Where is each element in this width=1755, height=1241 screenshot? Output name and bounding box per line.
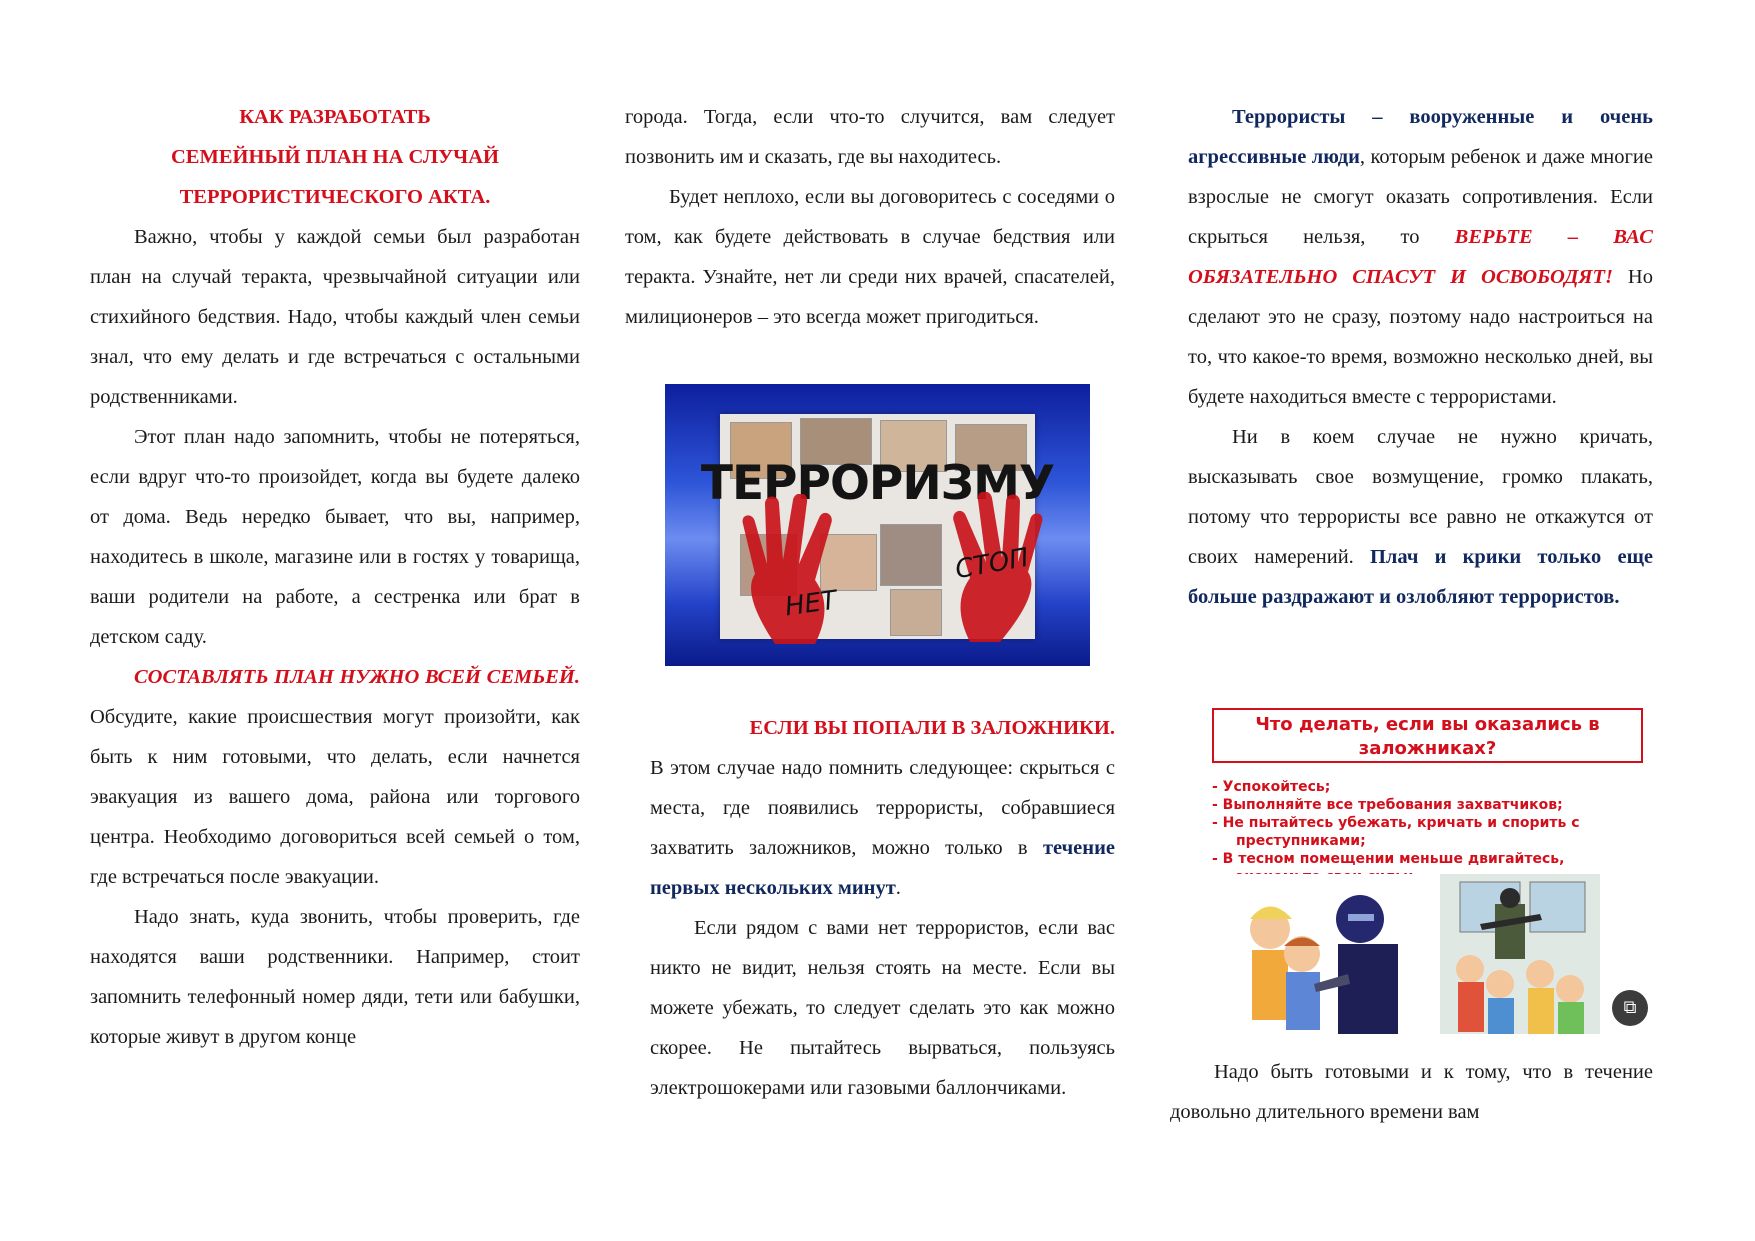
paragraph: города. Тогда, если что-то случится, вам следует позвонить им и сказать, где вы находитесь.	[625, 106, 1115, 168]
paragraph: Этот план надо запомнить, чтобы не потеряться, если вдруг что-то произойдет, когда вы будете далеко от дома. Ведь нередко бывает, что вы, например, находитесь в школе, магазине или в гостях у товарища, ваши родители на работе, а сестренка или брат в детском саду.	[90, 426, 580, 648]
paragraph: Надо знать, куда звонить, чтобы проверить, где находятся ваши родственники. Например, стоит запомнить телефонный номер дяди, тети или бабушки, которые живут в другом конце	[90, 906, 580, 1048]
column-2	[625, 97, 1115, 337]
anti-terrorism-poster	[665, 384, 1090, 666]
hostage-box-title: Что делать, если вы оказались в заложниках?	[1212, 708, 1643, 763]
paragraph-text: Но сделают это не сразу, поэтому надо настроиться на то, что какое-то время, возможно несколько дней, вы будете находиться вместе с террористами.	[1188, 266, 1653, 408]
poster-scrawl: НЕТ	[783, 585, 839, 623]
list-item: - В тесном помещении меньше двигайтесь,	[1212, 851, 1565, 867]
hostage-instructions-image	[1200, 702, 1660, 1042]
emphasis: Плач и крики только еще больше раздражают и озлобляют террористов.	[1188, 546, 1653, 608]
section-title-3: ТЕРРОРИСТИЧЕСКОГО АКТА.	[179, 186, 491, 208]
section-title-1: КАК РАЗРАБОТАТЬ	[239, 106, 431, 128]
list-item: - Не пытайтесь убежать, кричать и спорить с	[1212, 815, 1580, 831]
list-item: преступниками;	[1236, 833, 1366, 849]
paragraph: Надо быть готовыми и к тому, что в течение довольно длительного времени вам	[1170, 1061, 1653, 1123]
hostage-room-illustration	[1440, 874, 1600, 1034]
column-3-lower	[1170, 1052, 1653, 1132]
paragraph-text: Обсудите, какие происшествия могут произойти, как быть к ним готовыми, что делать, если начнется эвакуация из вашего дома, района или торгового центра. Необходимо договориться всей семьей о том, где встречаться после эвакуации.	[90, 706, 580, 888]
paragraph: Будет неплохо, если вы договоритесь с соседями о том, как будете действовать в случае бедствия или теракта. Узнайте, нет ли среди них врачей, спасателей, милиционеров – это всегда может пригодиться.	[625, 186, 1115, 328]
paragraph	[1188, 417, 1653, 617]
list-item: - Успокойтесь;	[1212, 779, 1331, 795]
paragraph	[1188, 97, 1653, 417]
scan-icon[interactable]: ⧉	[1612, 990, 1648, 1026]
poster-scrawl: СТОП	[952, 542, 1032, 586]
column-2-lower	[650, 708, 1115, 1108]
paragraph-text: В этом случае надо помнить следующее: скрыться с места, где появились террористы, собравшиеся захватить заложников, можно только в	[650, 757, 1115, 859]
paragraph: Если рядом с вами нет террористов, если вас никто не видит, нельзя стоять на месте. Если вы можете убежать, то следует сделать это как можно скорее. Не пытайтесь вырваться, пользуясь электрошокерами или газовыми баллончиками.	[650, 917, 1115, 1099]
paragraph-text: , которым ребенок и даже многие взрослые не смогут оказать сопротивления. Если скрыться нельзя, то	[1188, 146, 1653, 248]
paragraph	[650, 748, 1115, 908]
hostage-scene-illustration	[1230, 874, 1415, 1034]
section-title-2: СЕМЕЙНЫЙ ПЛАН НА СЛУЧАЙ	[171, 146, 499, 168]
emphasis: течение первых нескольких минут	[650, 837, 1115, 899]
poster-headline: ТЕРРОРИЗМУ	[700, 456, 1055, 511]
emphasis: Террористы – вооруженные и очень агрессивные люди	[1188, 106, 1653, 168]
paragraph-text: .	[895, 877, 901, 899]
paragraph: Важно, чтобы у каждой семьи был разработан план на случай теракта, чрезвычайной ситуации или стихийного бедствия. Надо, чтобы каждый член семьи знал, что ему делать и где встречаться с остальными родственниками.	[90, 226, 580, 408]
red-handprint-icon	[735, 494, 855, 644]
emphasis: СОСТАВЛЯТЬ ПЛАН НУЖНО ВСЕЙ СЕМЬЕЙ.	[134, 666, 580, 688]
emphasis: ВЕРЬТЕ – ВАС ОБЯЗАТЕЛЬНО СПАСУТ И ОСВОБОДЯТ!	[1188, 226, 1653, 288]
paragraph-text: Ни в коем случае не нужно кричать, высказывать свое возмущение, громко плакать, потому что террористы все равно не откажутся от своих намерений.	[1188, 426, 1653, 568]
section-title: ЕСЛИ ВЫ ПОПАЛИ В ЗАЛОЖНИКИ.	[749, 717, 1115, 739]
column-1	[90, 97, 580, 1057]
paragraph	[90, 657, 580, 897]
column-3	[1188, 97, 1653, 617]
hostage-instructions-list	[1212, 778, 1642, 886]
list-item: - Выполняйте все требования захватчиков;	[1212, 797, 1563, 813]
